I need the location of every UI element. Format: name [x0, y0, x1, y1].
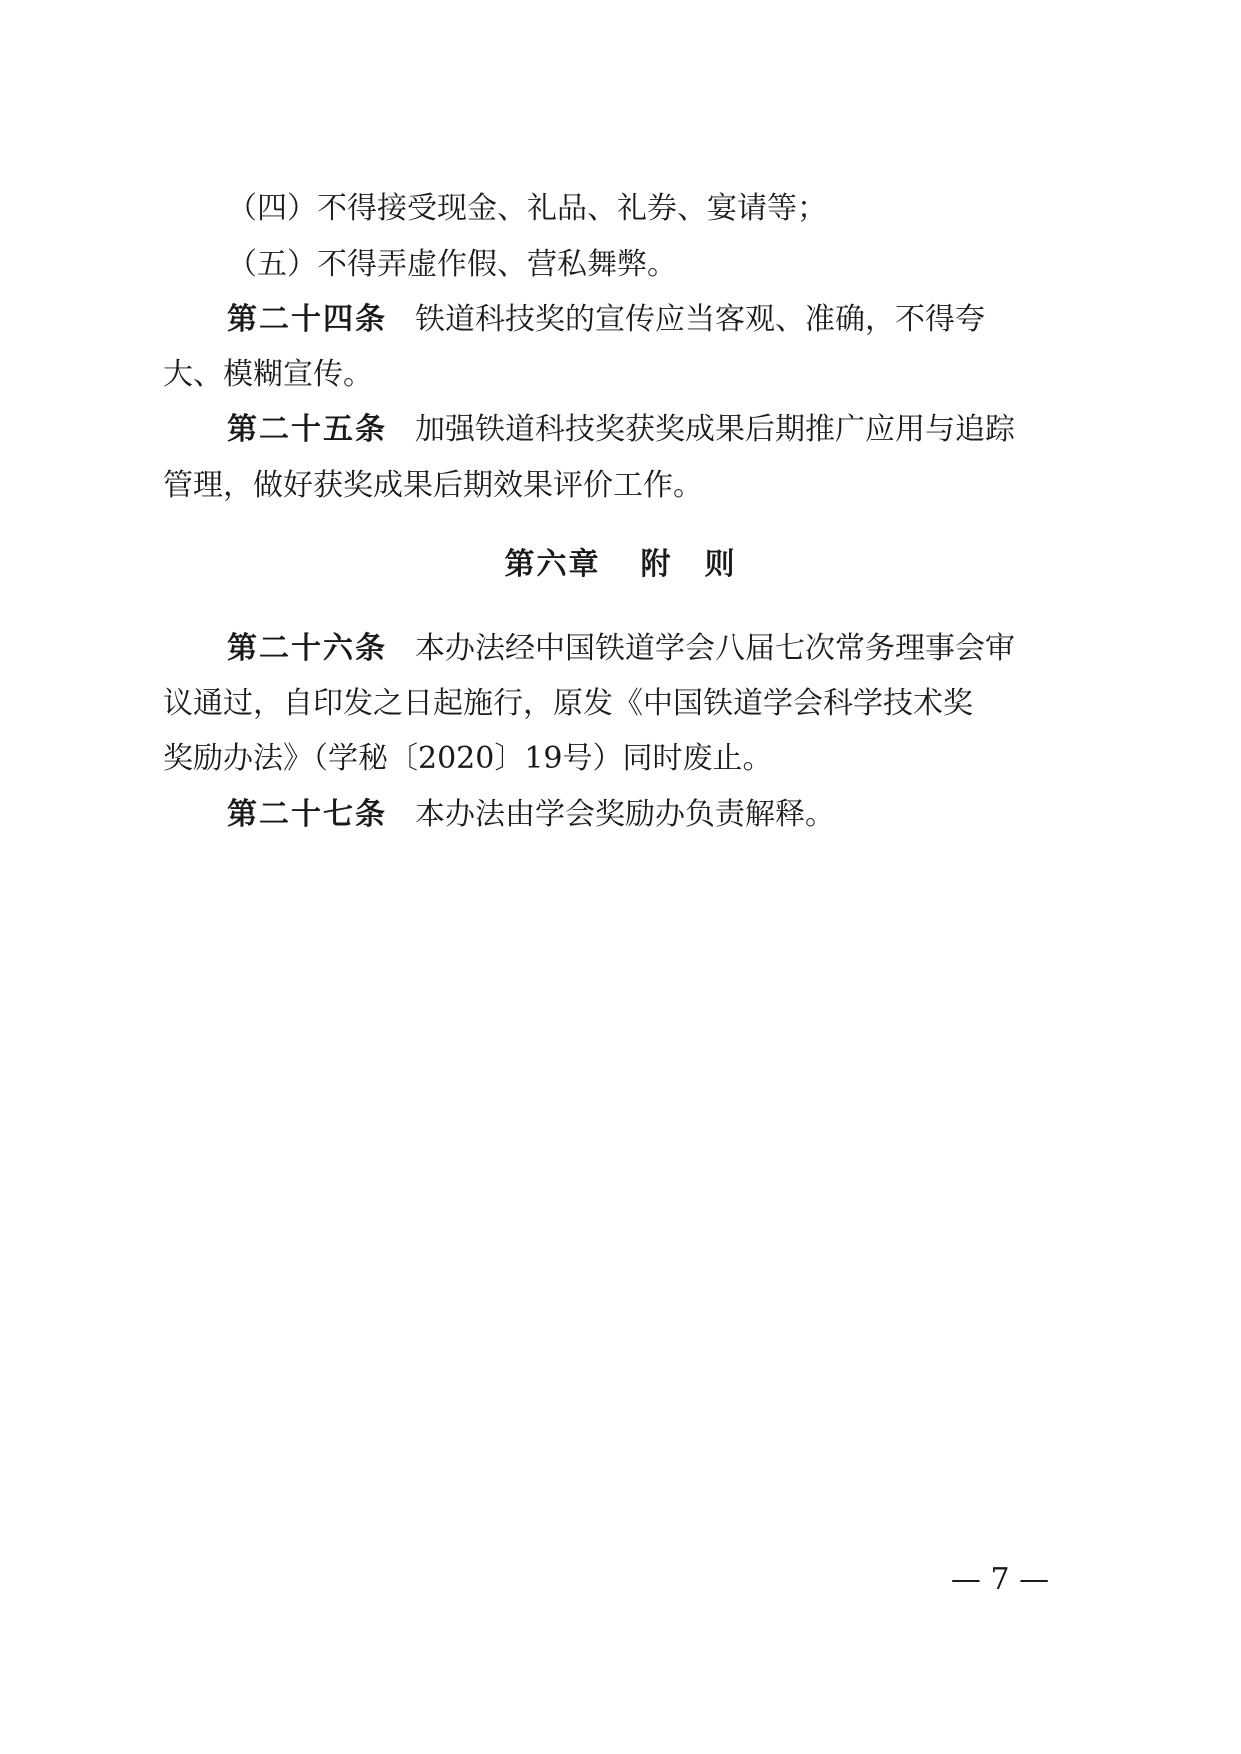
article-26-label: 第二十六条	[227, 631, 387, 666]
article-25-label: 第二十五条	[227, 412, 387, 447]
article-26-line-2	[163, 684, 1085, 724]
article-24-line-1	[163, 300, 1085, 340]
article-26-line-3	[163, 739, 1085, 779]
article-26-line-1	[163, 629, 1085, 669]
article-24-text-1: 铁道科技奖的宣传应当客观、准确，不得夸	[415, 302, 985, 337]
article-26-text-2: 议通过，自印发之日起施行，原发《中国铁道学会科学技术奖	[163, 686, 973, 721]
item-five-text: （五）不得弄虚作假、营私舞弊。	[227, 247, 677, 282]
article-27-text-1: 本办法由学会奖励办负责解释。	[415, 797, 835, 832]
article-25-line-2	[163, 466, 1085, 506]
article-25-text-1: 加强铁道科技奖获奖成果后期推广应用与追踪	[415, 412, 1015, 447]
article-27-line-1	[163, 795, 1085, 835]
article-25-line-1	[163, 410, 1085, 450]
item-four-text: （四）不得接受现金、礼品、礼券、宴请等；	[227, 191, 827, 226]
article-27-label: 第二十七条	[227, 797, 387, 832]
article-24-text-2: 大、模糊宣传。	[163, 357, 373, 392]
article-26-text-3: 奖励办法》（学秘〔2020〕19号）同时废止。	[163, 741, 773, 776]
article-24-label: 第二十四条	[227, 302, 387, 337]
page-number: — 7 —	[950, 1562, 1050, 1597]
chapter-heading	[0, 545, 1241, 585]
chapter-number: 第六章	[504, 547, 601, 582]
item-five	[163, 245, 1085, 285]
item-four	[163, 189, 1085, 229]
article-25-text-2: 管理，做好获奖成果后期效果评价工作。	[163, 468, 703, 503]
chapter-title: 附 则	[640, 547, 737, 582]
article-26-text-1: 本办法经中国铁道学会八届七次常务理事会审	[415, 631, 1015, 666]
article-24-line-2	[163, 355, 1085, 395]
